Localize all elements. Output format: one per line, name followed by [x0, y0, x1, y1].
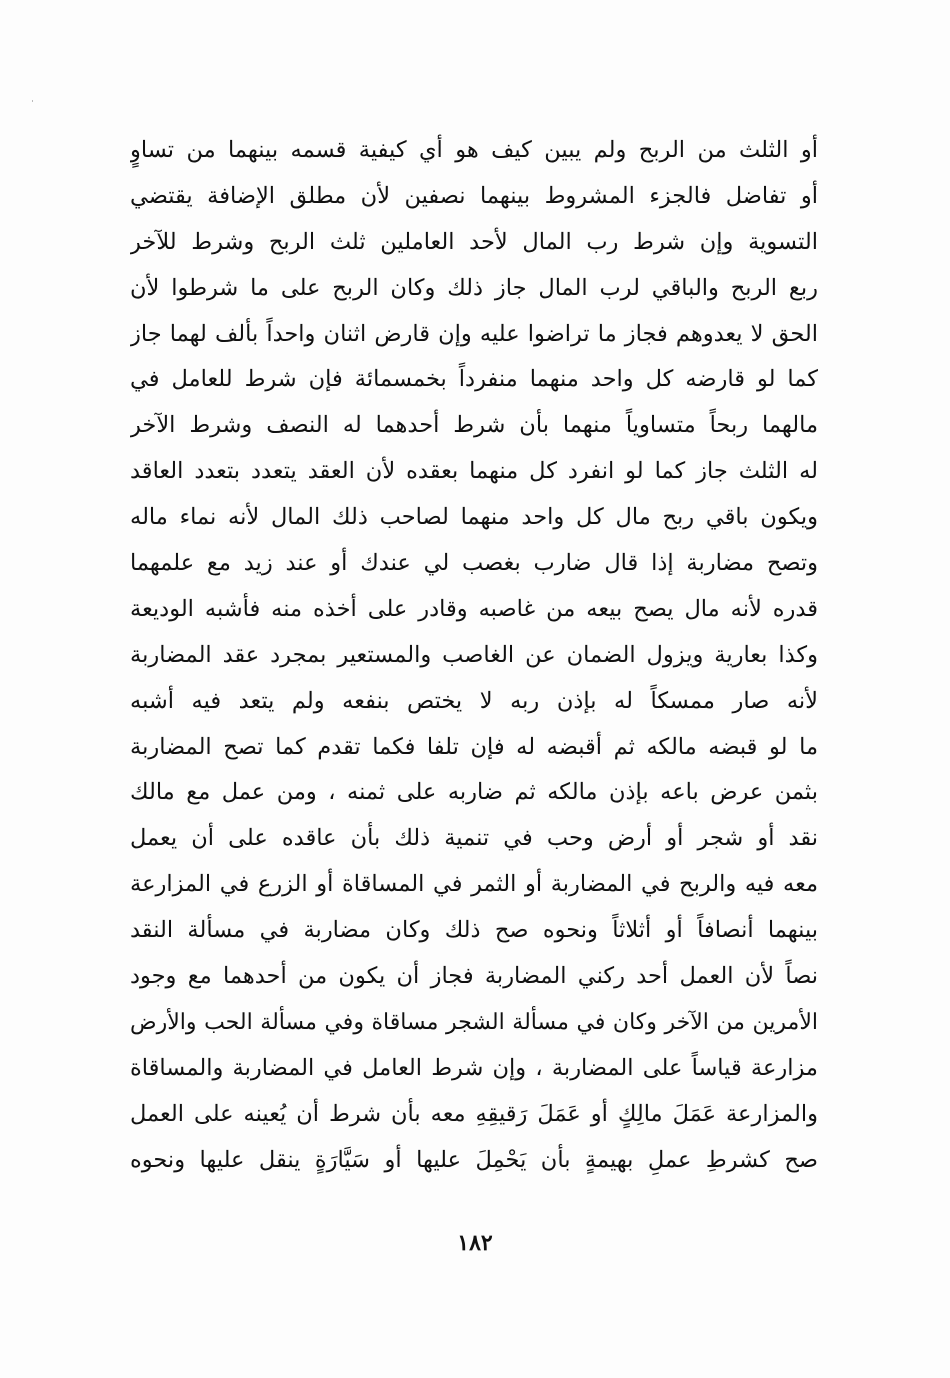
text-line: صح كشرطِ عملِ بهيمةٍ بأن يَحْمِلَ عليها أو سَيَّارَةٍ ينقل عليها ونحوه: [130, 1146, 818, 1173]
text-line: الحق لا يعدوهم فجاز ما تراضوا عليه وإن قارض اثنان واحداً بألف لهما جاز: [130, 320, 818, 347]
text-line: ما لو قبضه مالكه ثم أقبضه له فإن تلفا فكما تقدم كما تصح المضاربة: [130, 733, 818, 760]
text-line: ربع الربح والباقي لرب المال جاز ذلك وكان الربح على ما شرطوا لأن: [130, 274, 818, 301]
text-line: والمزارعة عَمَلَ مالِكٍ أو عَمَلَ رَقيقِهِ معه بأن شرط أن يُعينه على العمل: [130, 1100, 818, 1127]
margin-speck: [32, 100, 33, 102]
text-line: بينهما أنصافاً أو أثلاثاً ونحوه صح ذلك وكان مضاربة في مسألة النقد: [130, 917, 818, 944]
text-line: مزارعة قياساً على المضاربة ، وإن شرط العامل في المضاربة والمساقاة: [130, 1054, 818, 1081]
text-line: بثمن عرض باعه بإذن مالكه ثم ضاربه على ثمنه ، ومن عمل مع مالك: [130, 779, 818, 806]
page-number: ١٨٢: [457, 1230, 493, 1256]
text-line: وتصح مضاربة إذا قال ضارب بغصب لي عندك أو عند زيد مع علمهما: [130, 550, 818, 577]
text-line: التسوية وإن شرط رب المال لأحد العاملين ثلث الربح وشرط للآخر: [130, 228, 818, 255]
text-line: معه فيه والربح في المضاربة أو الثمر في المساقاة أو الزرع في المزارعة: [130, 871, 818, 898]
text-line: نصاً لأن العمل أحد ركني المضاربة فجاز أن يكون من أحدهما مع وجود: [130, 963, 818, 990]
text-line: كما لو قارضه كل واحد منهما منفرداً بخمسمائة فإن شرط للعامل في: [130, 366, 818, 393]
text-line: نقد أو شجر أو أرض وحب في تنمية ذلك بأن عاقده على أن يعمل: [130, 825, 818, 852]
text-line: ويكون باقي ربح مال كل واحد منهما لصاحب ذلك المال لأنه نماء ماله: [130, 504, 818, 531]
text-line: أو تفاضل فالجزء المشروط بينهما نصفين لأن مطلق الإضافة يقتضي: [130, 182, 818, 209]
text-line: وكذا بعارية ويزول الضمان عن الغاصب والمستعير بمجرد عقد المضاربة: [130, 641, 818, 668]
text-line: لأنه صار ممسكاً له بإذن ربه لا يختص بنفعه ولم يتعد فيه أشبه: [130, 687, 818, 714]
body-text: [130, 128, 818, 1183]
text-line: أو الثلث من الربح ولم يبين كيف هو أي كيفية قسمه بينهما من تساوٍ: [130, 137, 818, 163]
text-line: مالهما ربحاً متساوياً منهما بأن شرط أحدهما له النصف وشرط الآخر: [130, 412, 818, 439]
text-line: الأمرين من الآخر وكان في مسألة الشجر مساقاة وفي مسألة الحب والأرض: [130, 1009, 818, 1035]
text-line: له الثلث جاز كما لو انفرد كل منهما بعقده لأن العقد يتعدد بتعدد العاقد: [130, 458, 818, 485]
text-line: قدره لأنه مال يصح بيعه من غاصبه وقادر على أخذه منه فأشبه الوديعة: [130, 595, 818, 622]
